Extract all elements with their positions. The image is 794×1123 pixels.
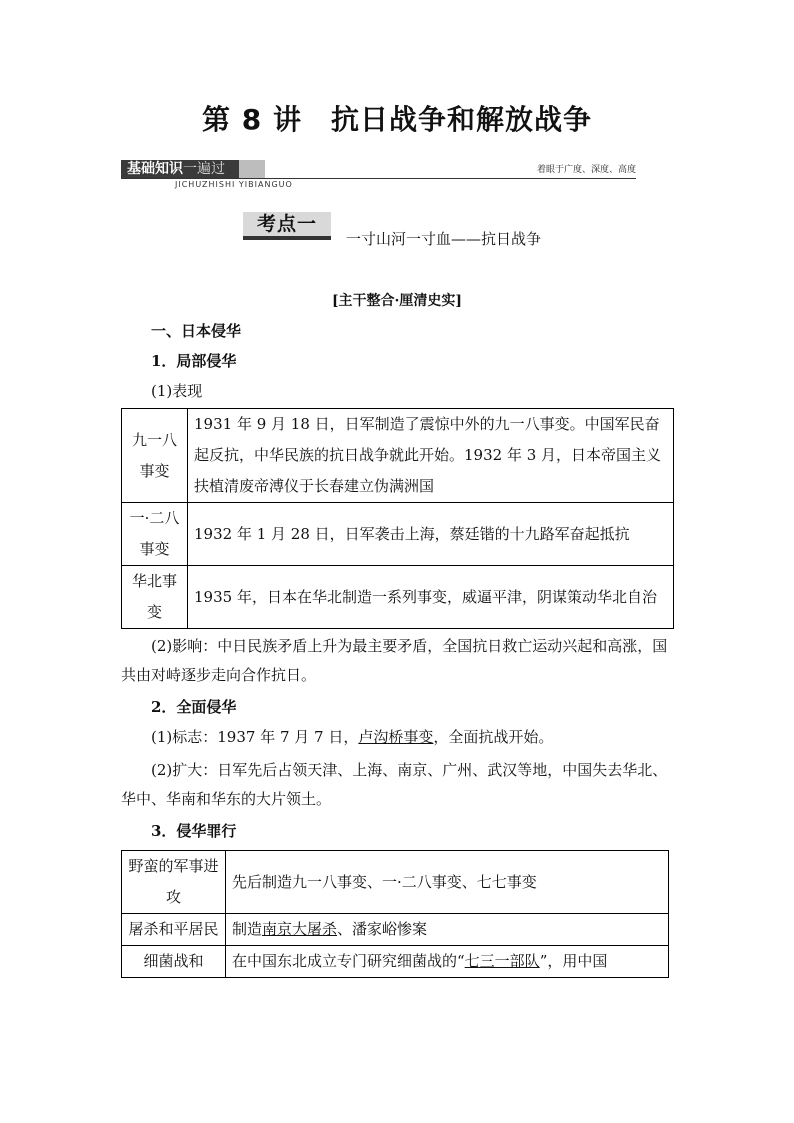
event-name: 九一八事变 (122, 409, 188, 503)
event-desc: 1935 年，日本在华北制造一系列事变，威逼平津，阴谋策动华北自治 (188, 566, 674, 629)
expand-paragraph: (2)扩大：日军先后占领天津、上海、南京、广州、武汉等地，中国失去华北、华中、华南和华东的大片领土。 (121, 761, 668, 808)
banner-divider (121, 178, 636, 179)
crime-desc-prefix: 在中国东北成立专门研究细菌战的“ (232, 952, 465, 970)
banner-decoration (239, 160, 265, 178)
sign-suffix: ，全面抗战开始。 (433, 728, 554, 746)
kaodian-label: 考点一 (243, 212, 331, 236)
section-header: [主干整合·厘清史实] (331, 293, 463, 309)
table-row (122, 503, 674, 566)
event-desc: 1932 年 1 月 28 日，日军袭击上海，蔡廷锴的十九路军奋起抵抗 (188, 503, 674, 566)
crime-name: 屠杀和平居民 (122, 914, 226, 946)
crime-desc-suffix: ”，用中国 (539, 952, 608, 970)
banner-pinyin: JICHUZHISHI YIBIANGUO (175, 180, 293, 189)
section-banner-label (121, 160, 245, 178)
banner-label-tail: 一遍过 (183, 161, 225, 177)
events-table (121, 408, 674, 629)
heading-japan-invasion: 一、日本侵华 (151, 322, 242, 340)
sign-event: 卢沟桥事变 (358, 728, 434, 746)
banner-label-text: 基础知识 (127, 161, 183, 177)
crime-name: 野蛮的军事进攻 (122, 851, 226, 914)
heading-full-invasion: 2．全面侵华 (151, 698, 237, 716)
event-name: 华北事变 (122, 566, 188, 629)
subheading-manifestation: (1)表现 (151, 382, 203, 400)
crime-name: 细菌战和 (122, 946, 226, 978)
sign-paragraph (151, 726, 553, 747)
page-title: 第 8 讲 抗日战争和解放战争 (202, 103, 592, 136)
influence-paragraph: (2)影响：中日民族矛盾上升为最主要矛盾，全国抗日救亡运动兴起和高涨，国共由对峙逐步走向合作抗日。 (121, 637, 668, 684)
crime-desc: 先后制造九一八事变、一·二八事变、七七事变 (226, 851, 669, 914)
table-row (122, 409, 674, 503)
crime-desc (226, 946, 669, 978)
table-row (122, 946, 669, 978)
table-row (122, 914, 669, 946)
crimes-table (121, 850, 669, 978)
crime-desc-key: 七三一部队 (464, 952, 540, 970)
table-row (122, 851, 669, 914)
table-row (122, 566, 674, 629)
crime-desc-key: 南京大屠杀 (262, 920, 338, 938)
event-desc: 1931 年 9 月 18 日，日军制造了震惊中外的九一八事变。中国军民奋起反抗，中华民族的抗日战争就此开始。1932 年 3 月，日本帝国主义扶植清废帝溥仪于长春建立伪满洲国 (188, 409, 674, 503)
crime-desc (226, 914, 669, 946)
sign-prefix: (1)标志：1937 年 7 月 7 日， (151, 728, 359, 746)
banner-tagline: 着眼于广度、深度、高度 (536, 165, 636, 175)
heading-partial-invasion: 1．局部侵华 (151, 352, 237, 370)
crime-desc-suffix: 、潘家峪惨案 (337, 920, 428, 938)
event-name: 一·二八事变 (122, 503, 188, 566)
kaodian-title: 一寸山河一寸血——抗日战争 (346, 230, 542, 248)
crime-desc-prefix: 制造 (232, 920, 263, 938)
kaodian-stripe (243, 236, 331, 240)
heading-crimes: 3．侵华罪行 (151, 822, 237, 840)
